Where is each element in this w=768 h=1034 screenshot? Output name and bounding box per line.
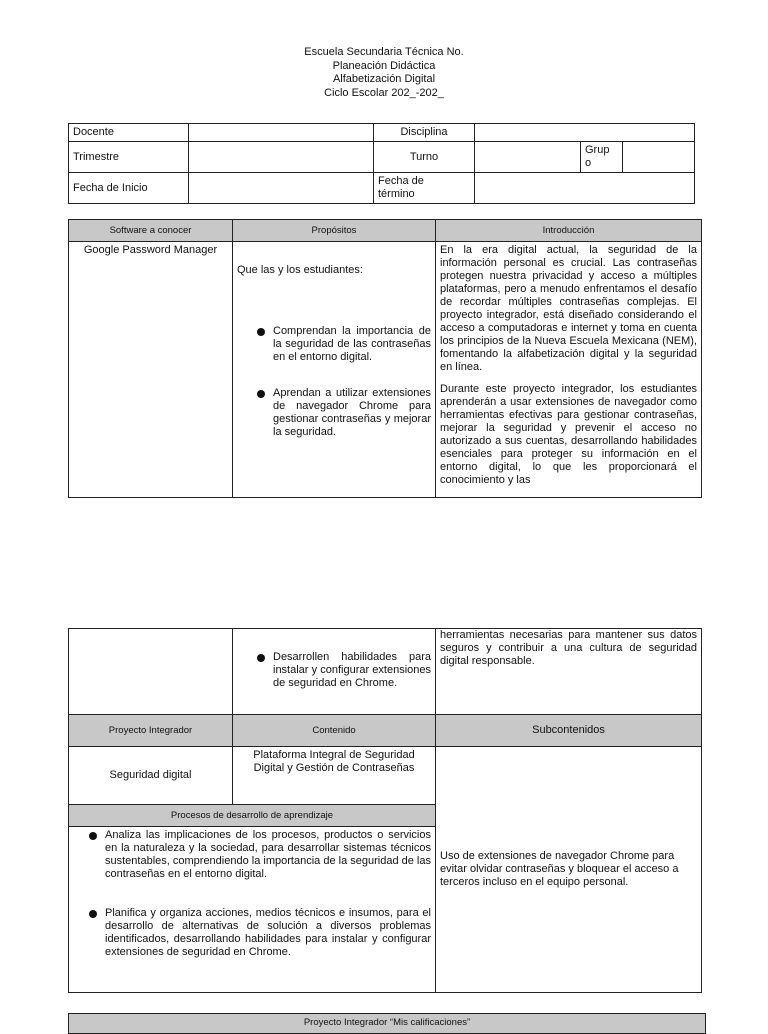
propositos-cell: [233, 242, 436, 498]
docente-value: [189, 124, 374, 142]
trimestre-label: Trimestre: [69, 142, 189, 173]
intro-paragraph: Durante este proyecto integrador, los estudiantes aprenderán a usar extensiones de navegador como herramientas efectivas para gestionar contraseñas, mejorar la seguridad y prevenir el acceso no autorizado a sus cuentas, desarrollando habilidades esenciales para proteger su información en el entorno digital, lo que les proporcionará el conocimiento y las: [440, 383, 697, 486]
fecha-inicio-label: Fecha de Inicio: [69, 173, 189, 204]
header-procesos: Procesos de desarrollo de aprendizaje: [69, 805, 436, 827]
proceso-item: Analiza las implicaciones de los procesos, productos o servicios en la naturaleza y la sociedad, para desarrollar sistemas técnicos sustentables, comprendiendo la importancia de la seguridad de las contraseñas en el entorno digital.: [89, 829, 431, 881]
fecha-inicio-value: [189, 173, 374, 204]
disciplina-label: Disciplina: [374, 124, 475, 142]
propositos-intro: Que las y los estudiantes:: [237, 264, 363, 276]
planning-title: Planeación Didáctica: [332, 59, 436, 72]
subcontenido-value: Uso de extensiones de navegador Chrome para evitar olvidar contraseñas y bloquear el acceso a terceros incluso en el equipo personal.: [436, 747, 702, 993]
software-cell: Google Password Manager: [69, 242, 233, 498]
header-proyecto: Proyecto Integrador: [69, 715, 233, 747]
info-table: [68, 123, 695, 204]
fecha-termino-label: Fecha de término: [374, 173, 475, 204]
header-software: Software a conocer: [69, 220, 233, 242]
procesos-cell: [69, 827, 436, 993]
proyecto-value: Seguridad digital: [69, 747, 233, 805]
grupo-label: Grup o: [581, 142, 623, 173]
header-introduccion: Introducción: [436, 220, 702, 242]
trimestre-value: [189, 142, 374, 173]
empty-software-cell: [69, 629, 233, 715]
introduccion-cell: [436, 242, 702, 498]
introduccion-cont-cell: herramientas necesarias para mantener sus datos seguros y contribuir a una cultura de seguridad digital responsable.: [436, 629, 702, 715]
disciplina-value: [475, 124, 695, 142]
header-contenido: Contenido: [233, 715, 436, 747]
school-cycle: Ciclo Escolar 202_-202_: [324, 86, 444, 99]
fecha-termino-value: [475, 173, 695, 204]
subject-title: Alfabetización Digital: [332, 73, 436, 85]
docente-label: Docente: [69, 124, 189, 142]
proposito-item: Aprendan a utilizar extensiones de navegador Chrome para gestionar contraseñas y mejorar la seguridad.: [257, 387, 431, 439]
proceso-item: Planifica y organiza acciones, medios técnicos e insumos, para el desarrollo de alternativas de solución a diversos problemas identificados, desarrollando habilidades para instalar y configurar extensiones de seguridad en Chrome.: [89, 907, 431, 959]
header-propositos: Propósitos: [233, 220, 436, 242]
proposito-item: Desarrollen habilidades para instalar y configurar extensiones de seguridad en Chrome.: [257, 651, 431, 690]
proposito-item: Comprendan la importancia de la seguridad de las contraseñas en el entorno digital.: [257, 325, 431, 364]
planning-table: [68, 219, 702, 498]
grupo-value: [623, 142, 695, 173]
contenido-value: Plataforma Integral de Seguridad Digital y Gestión de Contraseñas: [233, 747, 436, 805]
school-name: Escuela Secundaria Técnica No.: [304, 46, 464, 58]
turno-value: [475, 142, 581, 173]
intro-paragraph: En la era digital actual, la seguridad de la información personal es crucial. Las contraseñas protegen nuestra privacidad y acceso a múltiples plataformas, pero a menudo enfrentamos el desafío de recordar múltiples contraseñas complejas. El proyecto integrador, está diseñado considerando el acceso a computadoras e internet y toma en cuenta los principios de la Nueva Escuela Mexicana (NEM), fomentando la alfabetización digital y la seguridad en línea.: [440, 244, 697, 373]
propositos-cont-cell: [233, 629, 436, 715]
footer-title: Proyecto Integrador “Mis calificaciones”: [69, 1014, 706, 1034]
document-header: [0, 46, 768, 100]
continuation-table: [68, 628, 702, 993]
header-subcontenidos: Subcontenidos: [436, 715, 702, 747]
turno-label: Turno: [374, 142, 475, 173]
